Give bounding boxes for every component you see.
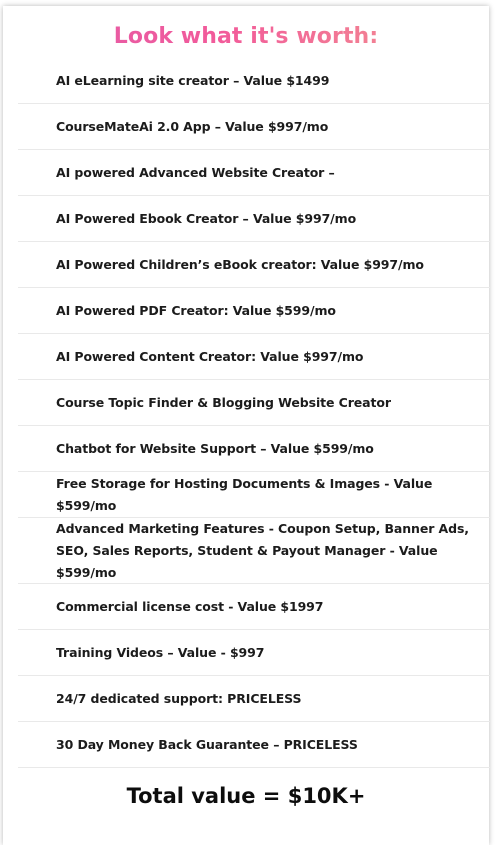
list-item-text: CourseMateAi 2.0 App – Value $997/mo	[56, 118, 329, 134]
list-item-text: AI Powered Content Creator: Value $997/mo	[56, 348, 364, 364]
list-item	[18, 676, 490, 722]
list-item-text: Chatbot for Website Support – Value $599/mo	[56, 440, 374, 456]
list-item	[18, 472, 490, 518]
list-item	[18, 288, 490, 334]
total-value: Total value = $10K+	[126, 784, 366, 808]
list-item	[18, 380, 490, 426]
list-item	[18, 58, 490, 104]
list-item	[18, 722, 490, 768]
list-item-text: AI Powered Ebook Creator – Value $997/mo	[56, 210, 357, 226]
list-item-text: AI powered Advanced Website Creator –	[56, 164, 335, 180]
list-item	[18, 104, 490, 150]
list-item-text: 24/7 dedicated support: PRICELESS	[56, 690, 302, 706]
list-item-text: Commercial license cost - Value $1997	[56, 598, 324, 614]
list-item-text: AI Powered Children’s eBook creator: Value $997/mo	[56, 256, 424, 272]
list-item	[18, 334, 490, 380]
value-list	[18, 58, 490, 768]
list-item-text: AI Powered PDF Creator: Value $599/mo	[56, 302, 336, 318]
list-item	[18, 584, 490, 630]
list-item-text: Course Topic Finder & Blogging Website Creator	[56, 394, 391, 410]
list-item-text: Training Videos – Value - $997	[56, 644, 265, 660]
list-item	[18, 426, 490, 472]
value-card	[3, 6, 489, 845]
list-item-text: Free Storage for Hosting Documents & Images - Value $599/mo	[56, 475, 433, 513]
list-item	[18, 242, 490, 288]
list-item-text: 30 Day Money Back Guarantee – PRICELESS	[56, 736, 358, 752]
list-item-text: AI eLearning site creator – Value $1499	[56, 72, 330, 88]
list-item	[18, 630, 490, 676]
list-item	[18, 518, 490, 584]
list-item	[18, 196, 490, 242]
list-item	[18, 150, 490, 196]
list-item-text: Advanced Marketing Features - Coupon Setup, Banner Ads, SEO, Sales Reports, Student & Payout Manager - Value $599/mo	[56, 520, 469, 580]
section-heading: Look what it's worth:	[3, 22, 489, 52]
